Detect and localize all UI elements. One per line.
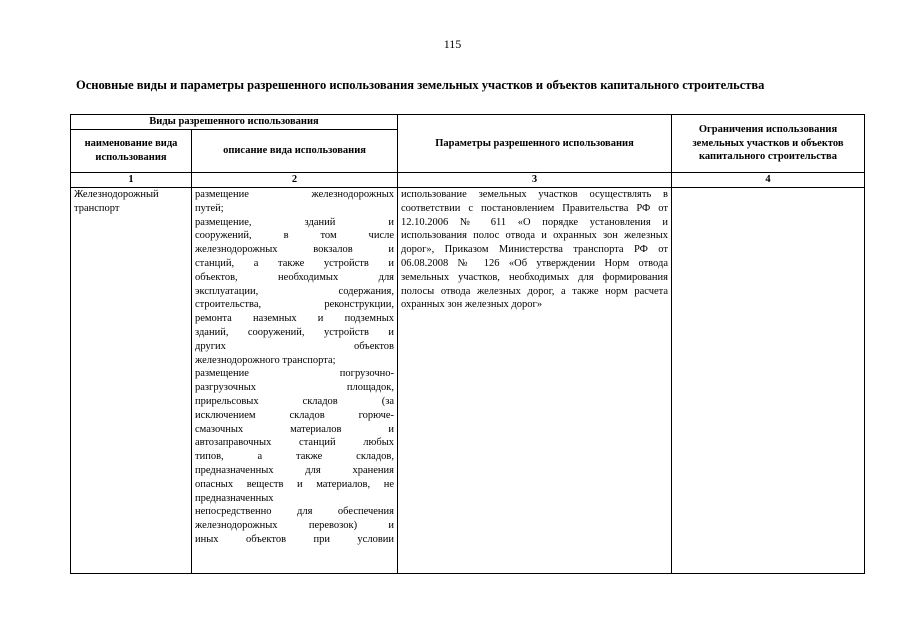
description-line: автозаправочных станций любых (195, 437, 395, 449)
header-use-description: описание вида использования (192, 130, 398, 173)
description-line: путей; (195, 202, 224, 214)
description-line: исключением складов горюче- (195, 409, 395, 421)
description-line: станций, а также устройств и (195, 257, 395, 269)
description-line: железнодорожного транспорта; (195, 354, 336, 366)
description-line: смазочных материалов и (195, 423, 395, 435)
header-parameters: Параметры разрешенного использования (398, 115, 672, 173)
description-line: размещение железнодорожных (195, 189, 395, 200)
column-number-3: 3 (398, 173, 672, 188)
column-number-4: 4 (672, 173, 865, 188)
cell-use-name (71, 188, 192, 574)
parameters-text: использование земельных участков осуществлять в соответствии с постановлением Правительства РФ от 12.10.2006 № 611 «О порядке установления и использования полос отвода и охранных зон железных дорог», Приказом Министерства транспорта РФ от 06.08.2008 № 126 «Об утверждении Норм отвода земельных участков, необходимых для формирования полосы отвода железных дорог, а также норм расчета охранных зон железных дорог» (401, 189, 669, 311)
description-line: ремонта наземных и подземных (195, 313, 395, 325)
description-line: зданий, сооружений, устройств и (195, 326, 395, 338)
description-line: других объектов (195, 340, 395, 352)
description-line: иных объектов при условии (195, 533, 395, 545)
description-line: железнодорожных перевозок) и (195, 520, 395, 532)
use-name-text: Железнодорожный транспорт (74, 189, 159, 214)
description-line: непосредственно для обеспечения (195, 506, 395, 518)
table-row (71, 188, 865, 574)
document-title: Основные виды и параметры разрешенного использования земельных участков и объектов капитального строительства (76, 78, 765, 92)
header-limitations: Ограничения использования земельных участков и объектов капитального строительства (672, 115, 865, 173)
column-number-1: 1 (71, 173, 192, 188)
header-row-1 (71, 115, 865, 130)
description-line: прирельсовых складов (за (195, 395, 395, 407)
description-line: типов, а также складов, (195, 451, 395, 463)
cell-parameters (398, 188, 672, 574)
description-line: размещение погрузочно- (195, 368, 395, 380)
description-line: эксплуатации, содержания, (195, 285, 395, 297)
header-permitted-use-types: Виды разрешенного использования (71, 115, 398, 130)
description-line: опасных веществ и материалов, не (195, 478, 395, 490)
description-line: размещение, зданий и (195, 216, 395, 228)
use-description-text (195, 188, 394, 573)
description-line: железнодорожных вокзалов и (195, 244, 395, 256)
limitations-text (675, 188, 861, 573)
description-line: объектов, необходимых для (195, 271, 395, 283)
page-number: 115 (443, 37, 462, 51)
column-number-row (71, 173, 865, 188)
description-line: сооружений, в том числе (195, 230, 395, 242)
description-line: строительства, реконструкции, (195, 299, 395, 311)
cell-limitations (672, 188, 865, 574)
description-line: предназначенных для хранения (195, 464, 395, 476)
header-use-name: наименование вида использования (71, 130, 192, 173)
column-number-2: 2 (192, 173, 398, 188)
description-line: предназначенных (195, 492, 274, 504)
description-line: разгрузочных площадок, (195, 382, 395, 394)
land-use-table (70, 114, 865, 574)
cell-use-description (192, 188, 398, 574)
